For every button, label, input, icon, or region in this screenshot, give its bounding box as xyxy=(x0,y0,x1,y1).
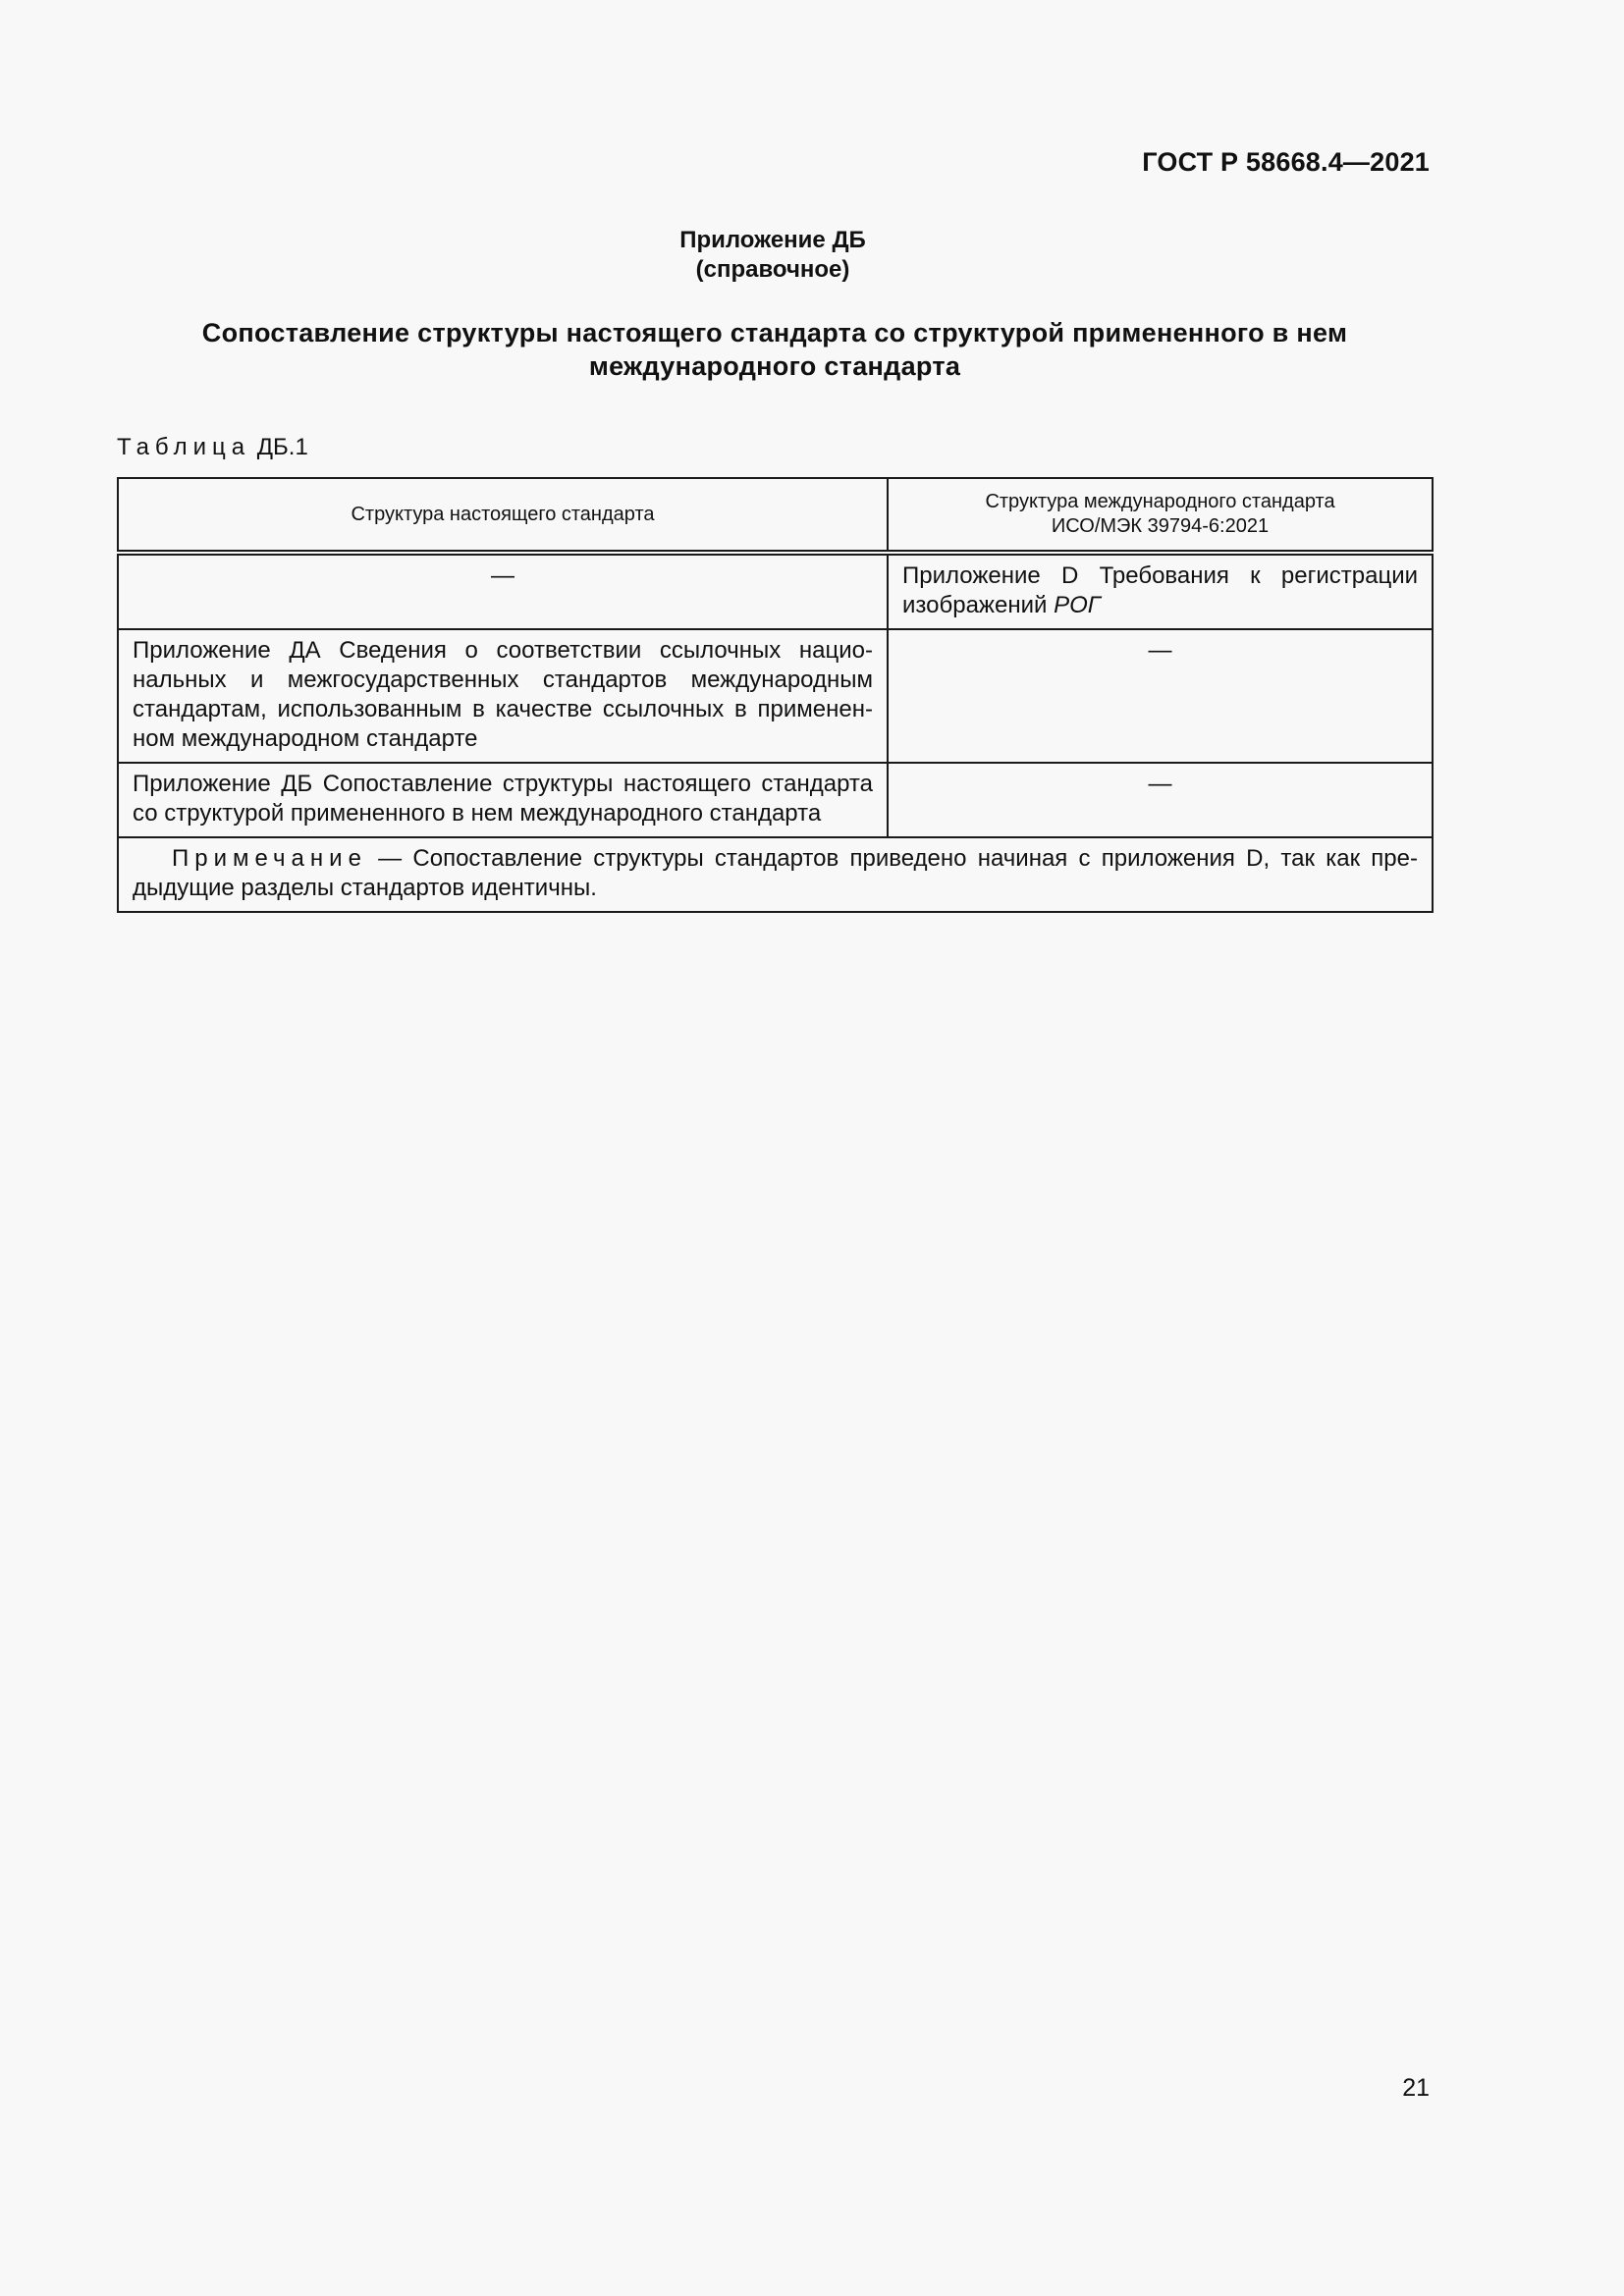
table-header-row xyxy=(118,478,1433,553)
table-cell-right-text: Приложение D Требования к регистрации изображений xyxy=(902,562,1418,618)
comparison-table xyxy=(117,477,1434,913)
table-cell-left: Приложение ДА Сведения о соответствии ссылочных национальных и межгосударственных стандартов международным стандартам, использованным в качестве ссылочных в примененном международном стандарте xyxy=(118,629,888,763)
table-cell-right-italic: РОГ xyxy=(1054,592,1101,618)
main-heading-line-2: международного стандарта xyxy=(588,351,961,381)
main-heading-line-1: Сопоставление структуры настоящего стандарта со структурой примененного в нем xyxy=(201,318,1348,347)
table-cell-right xyxy=(888,553,1433,629)
table-caption-label: Таблица xyxy=(117,434,251,460)
column-header-national-label: Структура настоящего стандарта xyxy=(351,503,655,525)
table-caption xyxy=(117,434,308,461)
table-cell-left: — xyxy=(118,553,888,629)
table-note xyxy=(118,837,1433,912)
table-row xyxy=(118,553,1433,629)
table-note-row xyxy=(118,837,1433,912)
note-text: — Сопоставление структуры стандартов приведено начиная с приложения D, так как предыдущие разделы стандартов идентичны. xyxy=(133,845,1418,901)
note-label: Примечание xyxy=(172,845,367,872)
table-cell-right: — xyxy=(888,629,1433,763)
column-header-international xyxy=(888,478,1433,553)
table-caption-number: ДБ.1 xyxy=(256,434,308,460)
table-cell-left: Приложение ДБ Сопоставление структуры настоящего стандарта со структурой примененного в нем международного стандарта xyxy=(118,763,888,837)
column-header-international-standard: ИСО/МЭК 39794-6:2021 xyxy=(1051,515,1270,537)
column-header-international-label: Структура международного стандарта xyxy=(985,491,1335,512)
table-cell-right: — xyxy=(888,763,1433,837)
annex-title: Приложение ДБ xyxy=(679,227,866,253)
annex-subtitle: (справочное) xyxy=(695,256,850,283)
annex-title-block xyxy=(0,226,1545,285)
page-number: 21 xyxy=(1402,2074,1430,2102)
document-id: ГОСТ Р 58668.4—2021 xyxy=(1142,147,1430,177)
main-heading xyxy=(118,316,1432,383)
table-row xyxy=(118,763,1433,837)
table-row xyxy=(118,629,1433,763)
column-header-national xyxy=(118,478,888,553)
